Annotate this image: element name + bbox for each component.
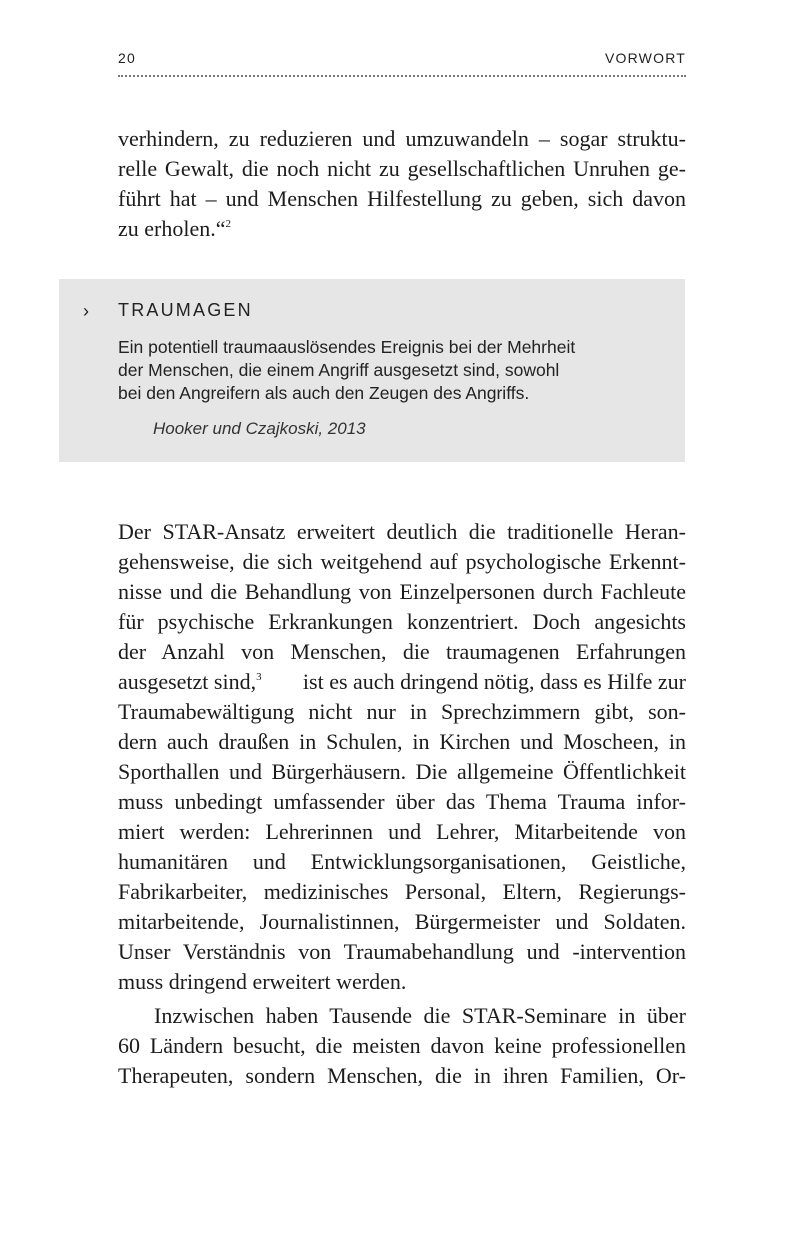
text-line: Inzwischen haben Tausende die STAR-Seminare in über [154, 1003, 686, 1028]
definition-line: Ein potentiell traumaauslösendes Ereignis bei der Mehrheit [118, 337, 576, 357]
definition-citation: Hooker und Czajkoski, 2013 [153, 419, 366, 438]
text-line: muss dringend erweitert werden. [118, 969, 407, 994]
text-line: der Anzahl von Menschen, die traumagenen Erfahrungen [118, 639, 686, 664]
text-line: Unser Verständnis von Traumabehandlung und -intervention [118, 939, 686, 964]
page-number: 20 [118, 50, 136, 66]
text-line [118, 214, 686, 244]
text-line: humanitären und Entwicklungsorganisationen, Geistliche, [118, 849, 686, 874]
text-line: nisse und die Behandlung von Einzelpersonen durch Fachleute [118, 579, 686, 604]
definition-term: TRAUMAGEN [118, 300, 253, 320]
intro-paragraph [118, 124, 686, 244]
text-line: miert werden: Lehrerinnen und Lehrer, Mitarbeitende von [118, 819, 686, 844]
second-paragraph [118, 1001, 686, 1091]
text-line: Therapeuten, sondern Menschen, die in ihren Familien, Or- [118, 1063, 686, 1088]
chevron-right-icon: › [83, 301, 89, 321]
definition-line: der Menschen, die einem Angriff ausgesetzt sind, sowohl [118, 360, 560, 380]
text-line: muss unbedingt umfassender über das Thema Trauma infor- [118, 789, 686, 814]
text-line: Traumabewältigung nicht nur in Sprechzimmern gibt, son- [118, 699, 686, 724]
main-paragraph [118, 517, 686, 997]
header-dotted-rule [118, 75, 686, 77]
text-line: 60 Ländern besucht, die meisten davon keine professionellen [118, 1033, 686, 1058]
text-line: für psychische Erkrankungen konzentriert. Doch angesichts [118, 609, 686, 634]
definition-box [59, 279, 685, 462]
text-fragment: zu erholen.“ [118, 216, 226, 241]
text-line: dern auch draußen in Schulen, in Kirchen und Moscheen, in [118, 729, 686, 754]
definition-line: bei den Angreifern als auch den Zeugen des Angriffs. [118, 383, 530, 403]
text-fragment [118, 667, 262, 697]
text-fragment: ausgesetzt sind, [118, 669, 257, 694]
footnote-marker: 3 [256, 671, 262, 683]
text-line: gehensweise, die sich weitgehend auf psychologische Erkennt- [118, 549, 686, 574]
running-header [118, 50, 686, 76]
text-line [118, 667, 686, 697]
text-line: relle Gewalt, die noch nicht zu gesellschaftlichen Unruhen ge- [118, 156, 686, 181]
text-line: Sporthallen und Bürgerhäusern. Die allgemeine Öffentlichkeit [118, 759, 686, 784]
footnote-marker: 2 [225, 218, 231, 230]
text-line: Fabrikarbeiter, medizinisches Personal, Eltern, Regierungs- [118, 879, 686, 904]
text-line: führt hat – und Menschen Hilfestellung zu geben, sich davon [118, 186, 686, 211]
chapter-title: VORWORT [605, 50, 686, 66]
text-fragment: ist es auch dringend nötig, dass es Hilfe zur [302, 669, 686, 694]
text-line: Der STAR-Ansatz erweitert deutlich die traditionelle Heran- [118, 519, 686, 544]
definition-text [118, 336, 678, 405]
text-line: mitarbeitende, Journalistinnen, Bürgermeister und Soldaten. [118, 909, 686, 934]
text-line: verhindern, zu reduzieren und umzuwandeln – sogar struktu- [118, 126, 686, 151]
